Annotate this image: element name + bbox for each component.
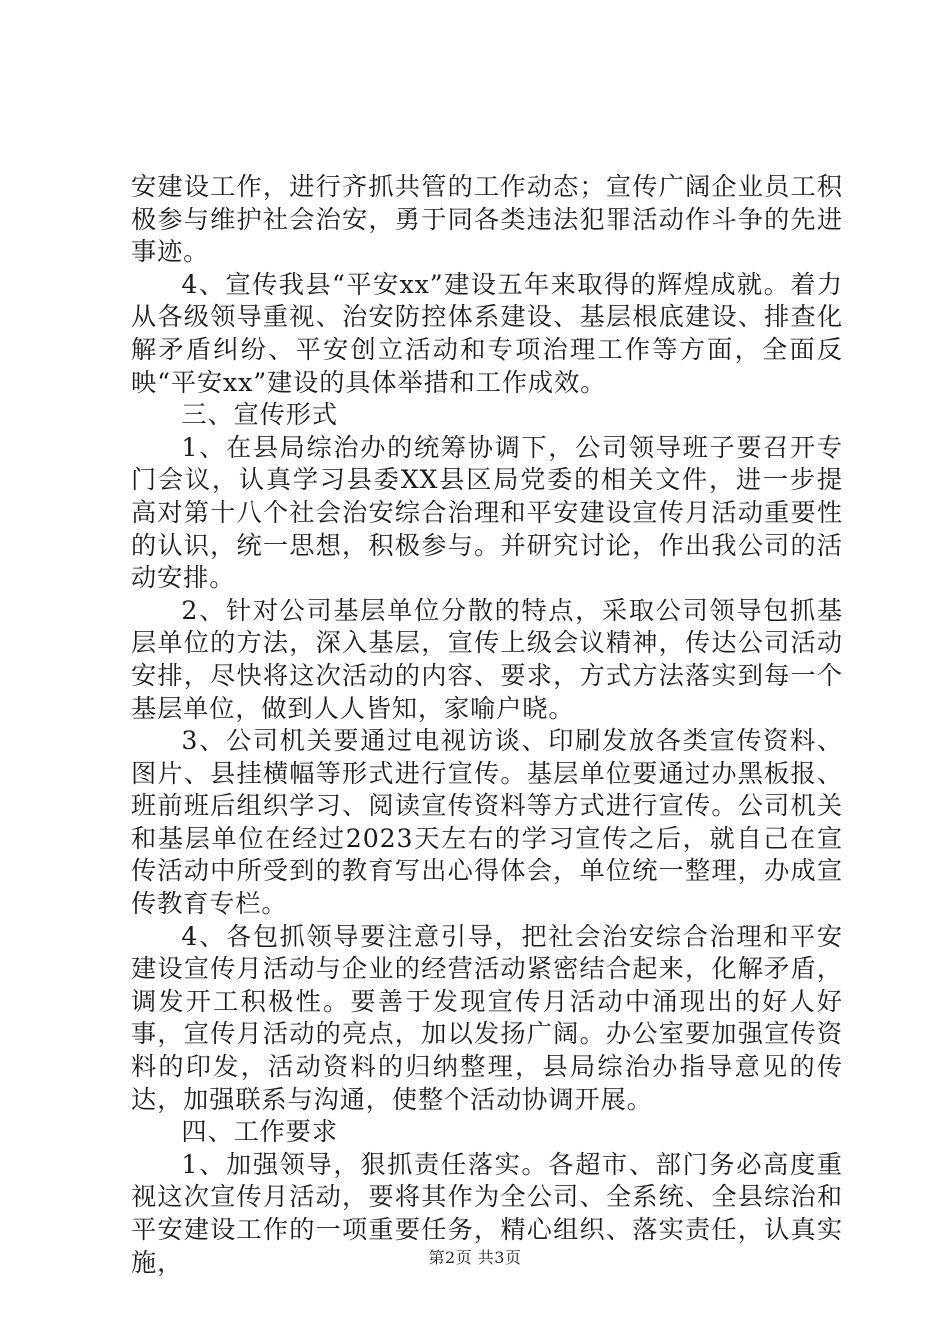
section-heading-4: 四、工作要求: [181, 1117, 338, 1147]
page-footer: 第2页 共3页: [428, 1248, 522, 1267]
paragraph-form-3: 3、公司机关要通过电视访谈、印刷发放各类宣传资料、图片、县挂横幅等形式进行宣传。基层单位要通过办黑板报、班前班后组织学习、阅读宣传资料等方式进行宣传。公司机关和基层单位在经过2023天左右的学习宣传之后，就自己在宣传活动中所受到的教育写出心得体会，单位统一整理，办成宣传教育专栏。: [131, 726, 843, 919]
document-body: [131, 171, 843, 1279]
paragraph-item-4-achievements: 4、宣传我县“平安xx”建设五年来取得的辉煌成就。着力从各级领导重视、治安防控体系建设、基层根底建设、排查化解矛盾纠纷、平安创立活动和专项治理工作等方面，全面反映“平安xx”建设的具体举措和工作成效。: [131, 269, 843, 397]
paragraph-continuation: 安建设工作，进行齐抓共管的工作动态；宣传广阔企业员工积极参与维护社会治安，勇于同各类违法犯罪活动作斗争的先进事迹。: [131, 172, 843, 267]
paragraph-requirement-1: 1、加强领导，狠抓责任落实。各超市、部门务必高度重视这次宣传月活动，要将其作为全公司、全系统、全县综治和平安建设工作的一项重要任务，精心组织、落实责任，认真实施，: [131, 1149, 843, 1277]
paragraph-form-1: 1、在县局综治办的统筹协调下，公司领导班子要召开专门会议，认真学习县委XX县区局党委的相关文件，进一步提高对第十八个社会治安综合治理和平安建设宣传月活动重要性的认识，统一思想，积极参与。并研究讨论，作出我公司的活动安排。: [131, 432, 843, 593]
section-heading-3: 三、宣传形式: [181, 400, 338, 430]
paragraph-form-4: 4、各包抓领导要注意引导，把社会治安综合治理和平安建设宣传月活动与企业的经营活动紧密结合起来，化解矛盾，调发开工积极性。要善于发现宣传月活动中涌现出的好人好事，宣传月活动的亮点，加以发扬广阔。办公室要加强宣传资料的印发，活动资料的归纳整理，县局综治办指导意见的传达，加强联系与沟通，使整个活动协调开展。: [131, 921, 843, 1114]
paragraph-form-2: 2、针对公司基层单位分散的特点，采取公司领导包抓基层单位的方法，深入基层，宣传上级会议精神，传达公司活动安排，尽快将这次活动的内容、要求，方式方法落实到每一个基层单位，做到人人皆知，家喻户晓。: [131, 595, 843, 723]
